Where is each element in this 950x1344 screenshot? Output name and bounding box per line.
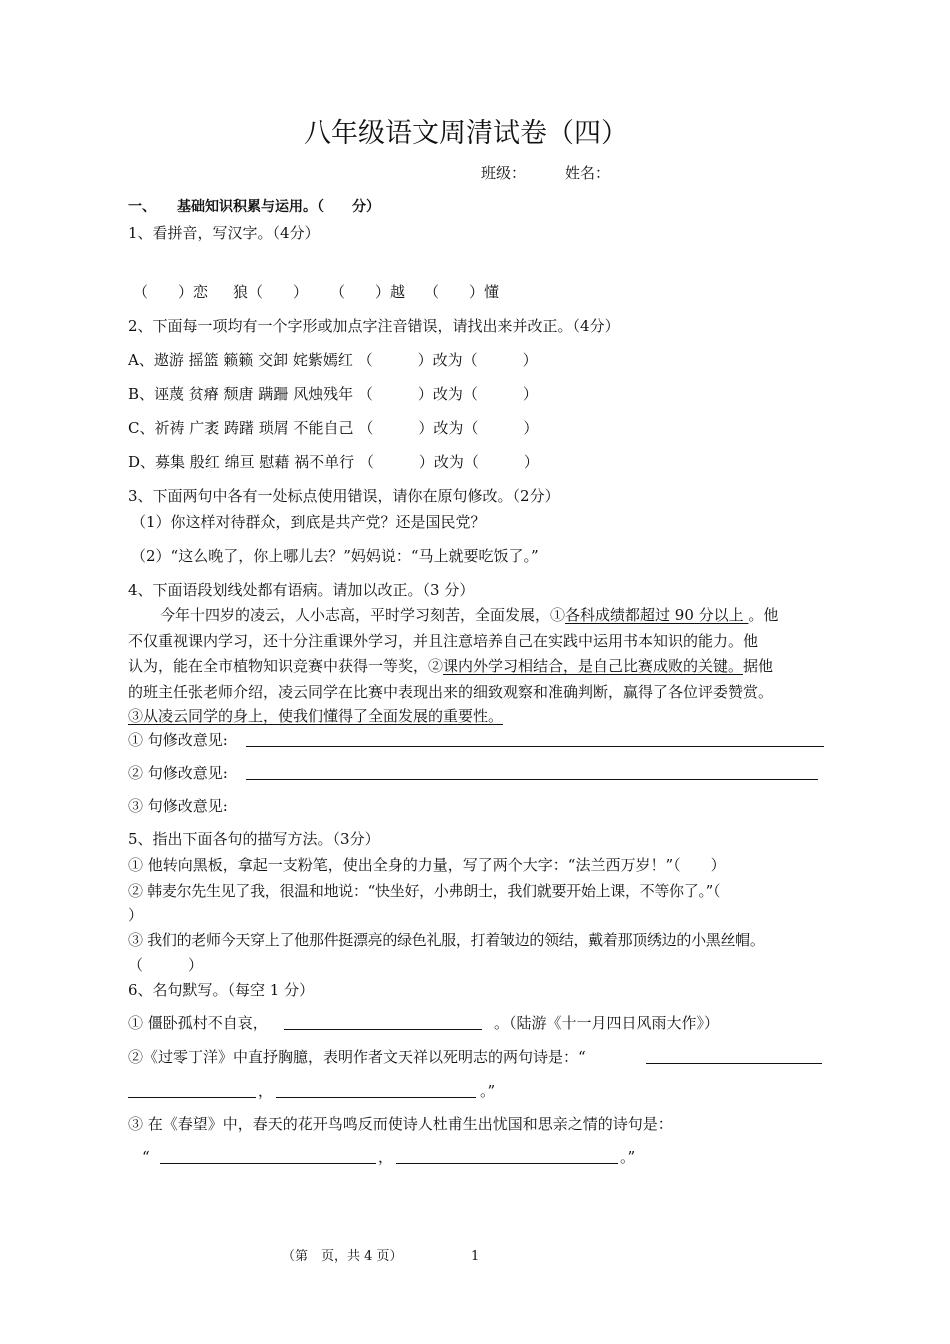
q1-item: （ ）懂 — [424, 283, 500, 301]
q4-passage-line: 的班主任张老师介绍，凌云同学在比赛中表现出来的细致观察和准确判断，赢得了各位评委赞赏。 — [128, 683, 774, 701]
q4-revision-1: ① 句修改意见: — [128, 731, 228, 749]
q5-sentence-3: ③ 我们的老师今天穿上了他那件挺漂亮的绿色礼服，打着皱边的领结，戴着那顶绣边的小黑丝帽。 — [128, 931, 765, 949]
q5-sentence-2-bracket: ） — [128, 906, 144, 924]
page-title: 八年级语文周清试卷（四） — [304, 118, 628, 149]
q4-revision-1-blank[interactable] — [246, 732, 824, 747]
q6-blank-2[interactable] — [646, 1049, 822, 1064]
q6-line-1: ① 僵卧孤村不自哀， — [128, 1014, 268, 1032]
q4-underlined-sentence-1: 各科成绩都超过 90 分以上 — [565, 606, 749, 624]
q4-passage-line: 不仅重视课内学习，还十分注重课外学习，并且注意培养自己在实践中运用书本知识的能力。他 — [128, 632, 759, 650]
q5-prompt: 5、指出下面各句的描写方法。（3分） — [128, 830, 380, 848]
q4-underlined-sentence-3: ③从凌云同学的身上，使我们懂得了全面发展的重要性。 — [128, 707, 504, 725]
q6-line-2: ②《过零丁洋》中直抒胸臆，表明作者文天祥以死明志的两句诗是：“ — [128, 1048, 586, 1066]
q6-quote-start: “ — [142, 1148, 150, 1166]
q4-revision-3: ③ 句修改意见: — [128, 797, 228, 815]
q1-prompt: 1、看拼音，写汉字。（4分） — [128, 224, 320, 242]
q6-prompt: 6、名句默写。（每空 1 分） — [128, 981, 315, 999]
q6-comma-2: ， — [378, 1148, 394, 1166]
q3-sentence-1: （1）你这样对待群众，到底是共产党？还是国民党？ — [131, 513, 486, 531]
q4-passage-line: 认为，能在全市植物知识竞赛中获得一等奖，②课内外学习相结合，是自己比赛成败的关键。据他 — [128, 657, 774, 675]
q4-prompt: 4、下面语段划线处都有语病。请加以改正。（3 分） — [128, 581, 475, 599]
q6-quote-end: 。” — [480, 1082, 496, 1100]
q5-sentence-2: ② 韩麦尔先生见了我，很温和地说：“快坐好，小弗朗士，我们就要开始上课，不等你了。”（ — [128, 882, 721, 900]
q1-item: （ ）越 — [330, 283, 406, 301]
q3-sentence-2: （2）“这么晚了，你上哪儿去？”妈妈说：“马上就要吃饭了。” — [131, 547, 539, 565]
q2-option-c: C、祈祷 广袤 踌躇 琐屑 不能自己 （ ）改为（ ） — [128, 419, 539, 437]
page-footer: （第 页，共 4 页） — [282, 1249, 403, 1264]
q4-passage-line: 今年十四岁的凌云，人小志高，平时学习刻苦，全面发展，①各科成绩都超过 90 分以上 。他 — [160, 606, 779, 624]
q6-blank-1[interactable] — [284, 1015, 482, 1030]
section-heading: 一、 基础知识积累与运用。（ 分） — [128, 199, 380, 215]
q6-blank-6[interactable] — [396, 1149, 618, 1164]
q6-blank-4[interactable] — [276, 1083, 476, 1098]
q6-quote-end-2: 。” — [620, 1148, 636, 1166]
class-label: 班级： — [481, 164, 527, 182]
page-number: 1 — [471, 1249, 480, 1264]
q4-revision-2: ② 句修改意见: — [128, 764, 228, 782]
q6-line-3: ③ 在《春望》中，春天的花开鸟鸣反而使诗人杜甫生出忧国和思亲之情的诗句是： — [128, 1115, 673, 1133]
q4-revision-2-blank[interactable] — [246, 765, 818, 780]
q6-blank-3[interactable] — [128, 1083, 256, 1098]
q2-option-a: A、遨游 摇篮 籁籁 交卸 姹紫嫣红 （ ）改为（ ） — [128, 351, 538, 369]
q6-blank-5[interactable] — [160, 1149, 376, 1164]
q5-sentence-3-bracket: （ ） — [128, 956, 204, 974]
q3-prompt: 3、下面两句中各有一处标点使用错误，请你在原句修改。（2分） — [128, 487, 560, 505]
q2-prompt: 2、下面每一项均有一个字形或加点字注音错误，请找出来并改正。（4分） — [128, 317, 620, 335]
q5-sentence-1: ① 他转向黑板，拿起一支粉笔，使出全身的力量，写了两个大字：“法兰西万岁！”（ ） — [128, 856, 726, 874]
q1-item: （ ）恋 — [133, 283, 209, 301]
q2-option-d: D、募集 殷红 绵亘 慰藉 祸不单行 （ ）改为（ ） — [128, 453, 539, 471]
q4-underlined-sentence-2: 课内外学习相结合，是自己比赛成败的关键。 — [443, 657, 744, 675]
q1-item: 狼（ ） — [233, 283, 309, 301]
q6-comma: ， — [258, 1082, 274, 1100]
q2-option-b: B、诬蔑 贫瘠 颓唐 蹒跚 风烛残年 （ ）改为（ ） — [128, 385, 538, 403]
name-label: 姓名： — [565, 164, 611, 182]
q6-line-1-source: 。（陆游《十一月四日风雨大作》） — [494, 1014, 720, 1032]
